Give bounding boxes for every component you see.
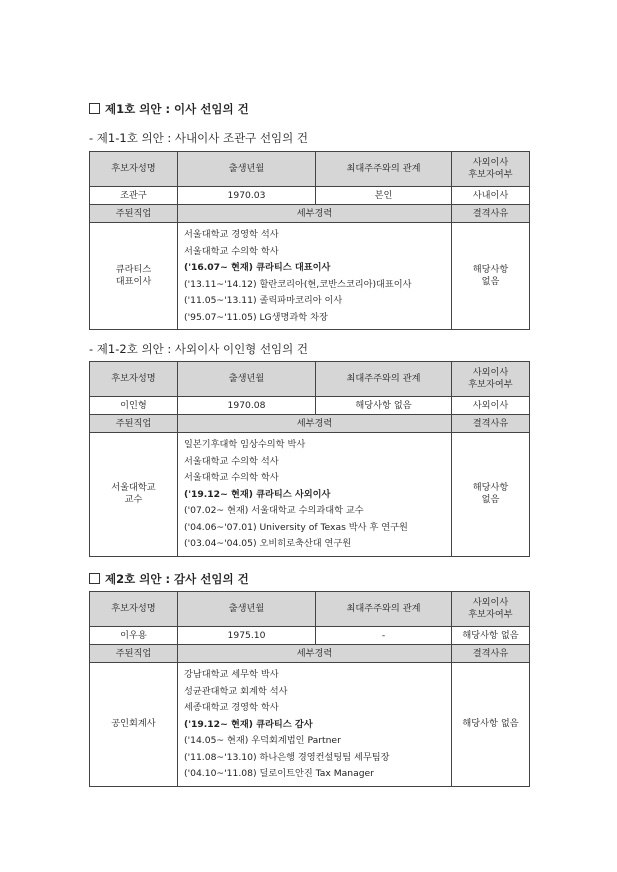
table-row	[90, 397, 530, 415]
table-header-row	[90, 362, 530, 397]
candidate-relation: 본인	[316, 187, 452, 205]
candidate-job: 서울대학교 교수	[90, 433, 178, 557]
candidate-outside: 해당사항 없음	[452, 627, 530, 645]
candidate-table-1-2	[89, 361, 530, 557]
candidate-name: 이인형	[90, 397, 178, 415]
career-line: ('13.11~'14.12) 할란코리아(현,코반스코리아)대표이사	[184, 278, 412, 290]
header-job: 주된직업	[90, 205, 178, 223]
candidate-career	[178, 223, 452, 330]
table-row	[90, 223, 530, 330]
table-header-row	[90, 415, 530, 433]
career-line: ('07.02~ 현재) 서울대학교 수의과대학 교수	[184, 505, 364, 516]
table-header-row	[90, 152, 530, 187]
table-row	[90, 663, 530, 787]
career-line: 서울대학교 수의학 학사	[184, 472, 279, 483]
table-row	[90, 433, 530, 557]
header-relation: 최대주주와의 관계	[316, 592, 452, 627]
table-header-row	[90, 205, 530, 223]
agenda2-heading: 제2호 의안 : 감사 선임의 건	[89, 571, 249, 587]
career-line: ('04.06~'07.01) University of Texas 박사 후 연구원	[184, 521, 408, 533]
career-line: 세종대학교 경영학 학사	[184, 702, 279, 713]
header-career: 세부경력	[178, 645, 452, 663]
career-line: ('16.07~ 현재) 큐라티스 대표이사	[184, 262, 331, 273]
table-header-row	[90, 645, 530, 663]
header-outside: 사외이사 후보자여부	[452, 362, 530, 397]
candidate-job: 큐라티스 대표이사	[90, 223, 178, 330]
header-job: 주된직업	[90, 645, 178, 663]
candidate-relation: -	[316, 627, 452, 645]
agenda1-2-subheading: - 제1-2호 의안 : 사외이사 이인형 선임의 건	[89, 342, 309, 356]
career-line: ('03.04~'04.05) 오비히로축산대 연구원	[184, 538, 352, 549]
header-disq: 결격사유	[452, 205, 530, 223]
candidate-name: 조관구	[90, 187, 178, 205]
career-line: ('95.07~'11.05) LG생명과학 차장	[184, 311, 328, 323]
candidate-disq: 해당사항 없음	[452, 223, 530, 330]
career-line: 일본기후대학 임상수의학 박사	[184, 439, 306, 450]
header-career: 세부경력	[178, 205, 452, 223]
candidate-birth: 1975.10	[178, 627, 316, 645]
table-row	[90, 627, 530, 645]
career-line: ('19.12~ 현재) 큐라티스 감사	[184, 718, 313, 730]
header-name: 후보자성명	[90, 152, 178, 187]
header-disq: 결격사유	[452, 415, 530, 433]
candidate-birth: 1970.08	[178, 397, 316, 415]
table-row	[90, 187, 530, 205]
candidate-outside: 사내이사	[452, 187, 530, 205]
header-relation: 최대주주와의 관계	[316, 362, 452, 397]
header-birth: 출생년월	[178, 592, 316, 627]
agenda1-1-subheading: - 제1-1호 의안 : 사내이사 조관구 선임의 건	[89, 131, 309, 145]
career-line: 서울대학교 수의학 학사	[184, 245, 279, 257]
header-birth: 출생년월	[178, 362, 316, 397]
header-birth: 출생년월	[178, 152, 316, 187]
candidate-disq: 해당사항 없음	[452, 433, 530, 557]
candidate-name: 이우용	[90, 627, 178, 645]
header-job: 주된직업	[90, 415, 178, 433]
career-line: ('04.10~'11.08) 딜로이트안진 Tax Manager	[184, 768, 374, 779]
table-header-row	[90, 592, 530, 627]
candidate-career	[178, 433, 452, 557]
candidate-outside: 사외이사	[452, 397, 530, 415]
career-line: ('11.08~'13.10) 하나은행 경영컨설팅팀 세무팀장	[184, 751, 390, 763]
career-line: 서울대학교 수의학 석사	[184, 455, 279, 467]
career-line: 성균관대학교 회계학 석사	[184, 685, 288, 697]
header-name: 후보자성명	[90, 592, 178, 627]
candidate-relation: 해당사항 없음	[316, 397, 452, 415]
candidate-job: 공인회계사	[90, 663, 178, 787]
career-line: ('14.05~ 현재) 우덕회계법인 Partner	[184, 735, 341, 746]
career-line: 서울대학교 경영학 석사	[184, 229, 279, 240]
candidate-disq: 해당사항 없음	[452, 663, 530, 787]
career-line: ('11.05~'13.11) 졸릭파마코리아 이사	[184, 295, 343, 306]
header-relation: 최대주주와의 관계	[316, 152, 452, 187]
candidate-table-2	[89, 591, 530, 787]
candidate-table-1-1	[89, 151, 530, 330]
career-line: ('19.12~ 현재) 큐라티스 사외이사	[184, 488, 331, 500]
candidate-career	[178, 663, 452, 787]
agenda1-heading: 제1호 의안 : 이사 선임의 건	[89, 101, 249, 117]
header-disq: 결격사유	[452, 645, 530, 663]
career-line: 강남대학교 세무학 박사	[184, 669, 279, 680]
checkbox-square-icon	[89, 573, 100, 584]
checkbox-square-icon	[89, 103, 100, 114]
header-outside: 사외이사 후보자여부	[452, 592, 530, 627]
header-name: 후보자성명	[90, 362, 178, 397]
header-outside: 사외이사 후보자여부	[452, 152, 530, 187]
candidate-birth: 1970.03	[178, 187, 316, 205]
header-career: 세부경력	[178, 415, 452, 433]
